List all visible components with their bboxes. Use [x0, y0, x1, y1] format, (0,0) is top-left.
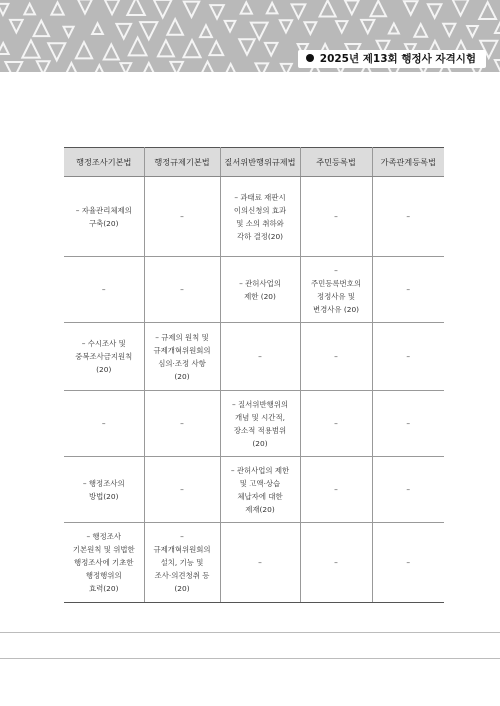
pattern-triangle: [267, 3, 278, 14]
header-pattern-band: [0, 0, 500, 72]
column-header: 주민등록법: [300, 148, 372, 177]
table-cell: – 행정조사의 방법(20): [64, 457, 144, 523]
pattern-triangle: [292, 4, 306, 18]
table-cell: – 과태료 재판시 이의신청의 효과 및 소의 취하와 각하 결정(20): [220, 177, 300, 257]
pattern-triangle: [428, 4, 442, 18]
pattern-triangle: [120, 63, 131, 72]
table-cell: –: [300, 323, 372, 391]
table-cell: – 수시조사 및 중복조사금지원칙 (20): [64, 323, 144, 391]
pattern-triangle: [239, 39, 254, 54]
table-cell: –: [64, 391, 144, 457]
table-cell: –: [144, 177, 220, 257]
table-cell: –: [372, 177, 444, 257]
pattern-triangle: [127, 0, 145, 15]
pattern-triangle: [280, 20, 292, 32]
pattern-triangle: [170, 62, 183, 72]
pattern-triangle: [37, 61, 50, 72]
pattern-triangle: [241, 2, 252, 13]
pattern-triangle: [51, 2, 63, 14]
pattern-triangle: [225, 21, 236, 32]
table-cell: –: [372, 391, 444, 457]
table-cell: –: [300, 177, 372, 257]
table-cell: – 규제개혁위원회의 설치, 기능 및 조사·의견청취 등 (20): [144, 523, 220, 603]
pattern-triangle: [48, 43, 65, 60]
table-cell: –: [144, 457, 220, 523]
pattern-triangle: [158, 40, 174, 56]
table-row: [64, 323, 444, 391]
pattern-triangle: [200, 25, 212, 37]
pattern-triangle: [104, 44, 119, 59]
pattern-triangle: [414, 24, 427, 37]
pattern-triangle: [495, 23, 500, 33]
pattern-triangle: [361, 20, 374, 33]
column-header: 행정조사기본법: [64, 148, 144, 177]
table-cell: –: [372, 323, 444, 391]
pattern-triangle: [453, 0, 469, 15]
footer-divider: [0, 658, 500, 659]
pattern-triangle: [78, 0, 92, 13]
pattern-triangle: [251, 23, 268, 40]
pattern-triangle: [304, 22, 316, 34]
table-cell: –: [220, 523, 300, 603]
pattern-triangle: [404, 1, 418, 15]
pattern-triangle: [5, 62, 22, 72]
table-cell: – 관허사업의 제한 (20): [220, 257, 300, 323]
table-cell: –: [372, 523, 444, 603]
pattern-triangle: [34, 21, 49, 36]
exam-topics-table: [64, 147, 444, 603]
pattern-triangle: [167, 19, 183, 35]
pattern-triangle: [210, 5, 224, 19]
table-cell: –: [144, 391, 220, 457]
pattern-triangle: [93, 65, 106, 72]
pattern-triangle: [141, 63, 156, 72]
table-cell: – 규제의 원칙 및 규제개혁위원회의 심의·조정 사항 (20): [144, 323, 220, 391]
pattern-triangle: [479, 2, 496, 19]
pattern-triangle: [495, 60, 500, 72]
pattern-triangle: [10, 20, 23, 33]
table-cell: –: [300, 391, 372, 457]
pattern-triangle: [116, 24, 131, 39]
pattern-triangle: [22, 40, 39, 57]
pattern-triangle: [265, 43, 278, 56]
exam-title-tab: [298, 50, 486, 68]
table-row: [64, 177, 444, 257]
pattern-triangle: [0, 43, 9, 54]
pattern-triangle: [183, 40, 200, 57]
pattern-triangle: [255, 63, 268, 72]
pattern-triangle: [209, 41, 223, 55]
pattern-triangle: [129, 38, 147, 56]
table-cell: – 주민등록번호의 정정사유 및 변경사유 (20): [300, 257, 372, 323]
pattern-triangle: [281, 64, 292, 72]
table-cell: – 관허사업의 제한 및 고액·상습 체납자에 대한 제재(20): [220, 457, 300, 523]
pattern-triangle: [345, 1, 359, 15]
pattern-triangle: [64, 27, 74, 37]
pattern-triangle: [105, 0, 119, 14]
table-row: [64, 457, 444, 523]
table-cell: –: [300, 457, 372, 523]
table-cell: –: [220, 323, 300, 391]
pattern-triangle: [467, 26, 478, 37]
table-cell: – 행정조사 기본원칙 및 위법한 행정조사에 기초한 행정행위의 효력(20): [64, 523, 144, 603]
pattern-triangle: [184, 2, 199, 17]
table-row: [64, 391, 444, 457]
pattern-triangle: [65, 63, 77, 72]
pattern-triangle: [92, 23, 103, 34]
pattern-triangle: [199, 62, 215, 72]
pattern-triangle: [336, 21, 347, 32]
table-cell: –: [372, 257, 444, 323]
table-cell: –: [144, 257, 220, 323]
table-cell: –: [64, 257, 144, 323]
exam-title: 2025년 제13회 행정사 자격시험: [319, 53, 476, 65]
table-row: [64, 523, 444, 603]
pattern-triangle: [320, 0, 336, 16]
table-cell: – 질서위반행위의 개념 및 시간적, 장소적 적용범위 (20): [220, 391, 300, 457]
table-cell: – 자율관리체제의 구축(20): [64, 177, 144, 257]
pattern-triangle: [140, 22, 157, 39]
table-header-row: [64, 148, 444, 177]
column-header: 행정규제기본법: [144, 148, 220, 177]
pattern-triangle: [0, 4, 8, 15]
table-cell: –: [300, 523, 372, 603]
pattern-triangle: [443, 24, 455, 36]
bullet-icon: [306, 54, 314, 62]
pattern-triangle: [154, 0, 172, 17]
pattern-triangle: [225, 64, 236, 72]
table-row: [64, 257, 444, 323]
column-header: 질서위반행위규제법: [220, 148, 300, 177]
table-cell: –: [372, 457, 444, 523]
pattern-triangle: [371, 1, 386, 16]
footer-divider: [0, 632, 500, 633]
pattern-triangle: [389, 23, 399, 33]
pattern-triangle: [76, 42, 92, 58]
pattern-triangle: [24, 4, 35, 15]
column-header: 가족관계등록법: [372, 148, 444, 177]
